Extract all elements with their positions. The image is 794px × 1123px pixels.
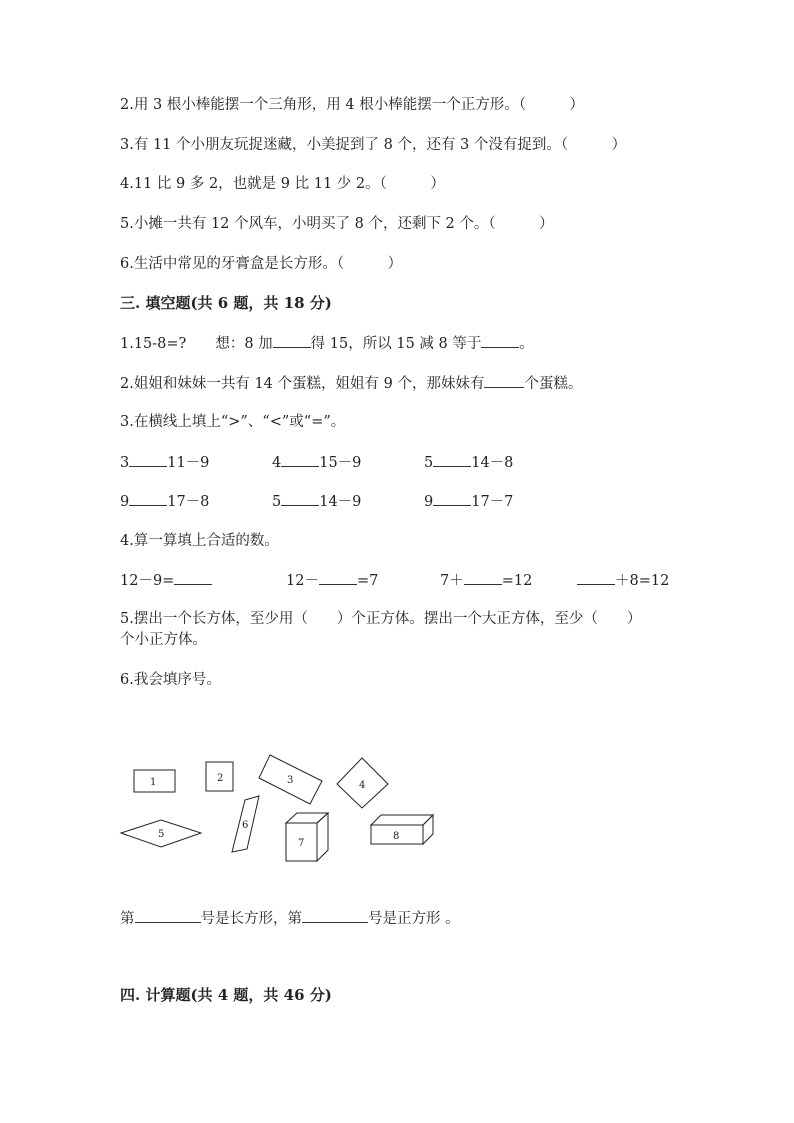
answer-blank-square[interactable] <box>302 908 368 923</box>
shape-label-5: 5 <box>158 829 165 840</box>
compare-left: 5 <box>272 494 282 510</box>
q1-text-b: 得 15，所以 15 减 8 等于 <box>310 336 482 352</box>
judge-item-2: 2.用 3 根小棒能摆一个三角形，用 4 根小棒能摆一个正方形。（ ） <box>120 97 584 113</box>
q1-text-a: 1.15-8=? 想：8 加 <box>120 336 273 352</box>
compare-right: 14－9 <box>319 494 362 510</box>
compare-right: 15－9 <box>319 455 362 471</box>
shape-label-2: 2 <box>217 773 224 784</box>
shapes-answer-line <box>120 908 460 929</box>
compare-left: 5 <box>424 455 434 471</box>
compare-left: 4 <box>272 455 282 471</box>
fill-question-4: 4.算一算填上合适的数。 <box>120 533 279 549</box>
fill-question-5-line-1: 5.摆出一个长方体，至少用（ ）个正方体。摆出一个大正方体，至少（ ） <box>120 611 642 627</box>
compare-left: 3 <box>120 455 130 471</box>
answer-text-b: 号是长方形，第 <box>200 911 302 927</box>
compare-right: 14－8 <box>471 455 514 471</box>
answer-blank-rectangle[interactable] <box>135 908 201 923</box>
shape-label-3: 3 <box>287 775 294 786</box>
calc-text: 12－9= <box>120 573 175 589</box>
answer-text-c: 号是正方形 。 <box>368 911 460 927</box>
fill-question-3: 3.在横线上填上“>”、“<”或“=”。 <box>120 414 346 430</box>
calc-text: ＋8=12 <box>615 573 670 589</box>
compare-right: 17－7 <box>471 494 514 510</box>
judge-item-4: 4.11 比 9 多 2，也就是 9 比 11 少 2。（ ） <box>120 176 445 192</box>
section-3-title: 三. 填空题(共 6 题，共 18 分) <box>120 294 332 312</box>
shape-label-7: 7 <box>298 838 305 849</box>
calc-text: =12 <box>501 573 533 589</box>
q1-text-c: 。 <box>519 336 534 352</box>
shape-cuboid-8 <box>371 815 433 844</box>
compare-left: 9 <box>120 494 130 510</box>
q2-text-b: 个蛋糕。 <box>524 376 583 392</box>
q2-text-a: 2.姐姐和妹妹一共有 14 个蛋糕，姐姐有 9 个，那妹妹有 <box>120 376 485 392</box>
calc-text: =7 <box>356 573 379 589</box>
judge-item-5: 5.小摊一共有 12 个风车，小明买了 8 个，还剩下 2 个。（ ） <box>120 216 554 232</box>
compare-left: 9 <box>424 494 434 510</box>
shape-label-1: 1 <box>150 777 157 788</box>
answer-text-a: 第 <box>120 911 135 927</box>
compare-right: 11－9 <box>167 455 210 471</box>
judge-item-3: 3.有 11 个小朋友玩捉迷藏，小美捉到了 8 个，还有 3 个没有捉到。（ ） <box>120 137 627 153</box>
calc-text: 7＋ <box>440 573 464 589</box>
judge-item-6: 6.生活中常见的牙膏盒是长方形。（ ） <box>120 256 403 272</box>
fill-question-5-line-2: 个小正方体。 <box>120 632 207 648</box>
fill-question-6: 6.我会填序号。 <box>120 672 221 688</box>
shape-label-6: 6 <box>242 820 249 831</box>
section-4-title: 四. 计算题(共 4 题，共 46 分) <box>120 986 332 1004</box>
shape-label-4: 4 <box>359 780 366 791</box>
calc-text: 12－ <box>286 573 319 589</box>
shape-label-8: 8 <box>393 831 400 842</box>
shape-cube-7 <box>286 813 328 861</box>
compare-right: 17－8 <box>167 494 210 510</box>
